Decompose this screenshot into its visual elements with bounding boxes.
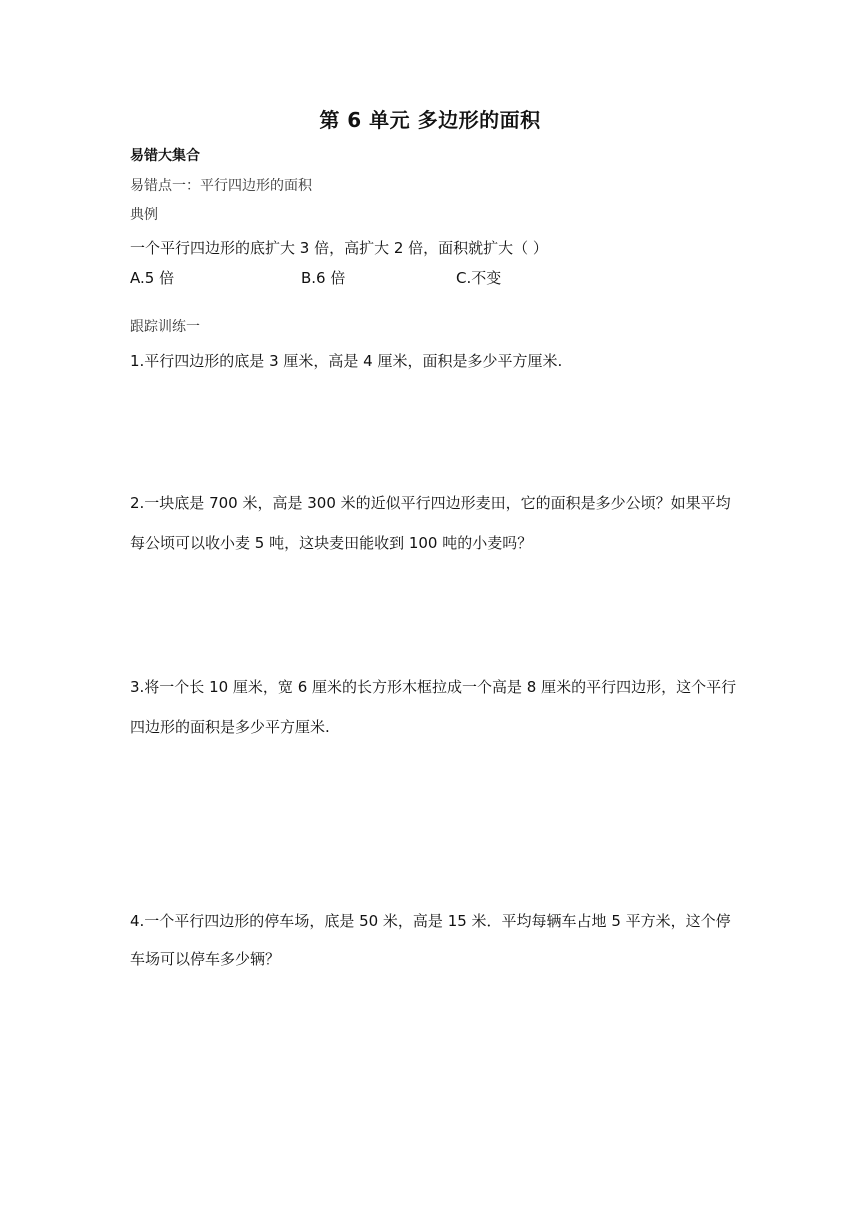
- question-3-line-2: 四边形的面积是多少平方厘米.: [130, 718, 330, 736]
- option-b: B.6 倍: [301, 269, 346, 287]
- error-point-label: 易错点一：平行四边形的面积: [130, 178, 312, 194]
- option-c: C.不变: [456, 269, 502, 287]
- practice-label: 跟踪训练一: [130, 319, 200, 335]
- question-2-line-2: 每公顷可以收小麦 5 吨，这块麦田能收到 100 吨的小麦吗？: [130, 534, 533, 552]
- question-4-line-1: 4.一个平行四边形的停车场，底是 50 米，高是 15 米．平均每辆车占地 5 平方米，这个停: [130, 912, 731, 930]
- example-question: 一个平行四边形的底扩大 3 倍，高扩大 2 倍，面积就扩大（ ）: [130, 239, 548, 257]
- option-a: A.5 倍: [130, 269, 175, 287]
- section-heading: 易错大集合: [130, 148, 200, 164]
- question-1: 1.平行四边形的底是 3 厘米，高是 4 厘米，面积是多少平方厘米.: [130, 352, 563, 370]
- question-3-line-1: 3.将一个长 10 厘米，宽 6 厘米的长方形木框拉成一个高是 8 厘米的平行四边形，这个平行: [130, 678, 737, 696]
- example-label: 典例: [130, 207, 158, 223]
- question-2-line-1: 2.一块底是 700 米，高是 300 米的近似平行四边形麦田，它的面积是多少公顷？如果平均: [130, 494, 731, 512]
- question-4-line-2: 车场可以停车多少辆？: [130, 950, 281, 968]
- page-title: 第 6 单元 多边形的面积: [319, 108, 541, 132]
